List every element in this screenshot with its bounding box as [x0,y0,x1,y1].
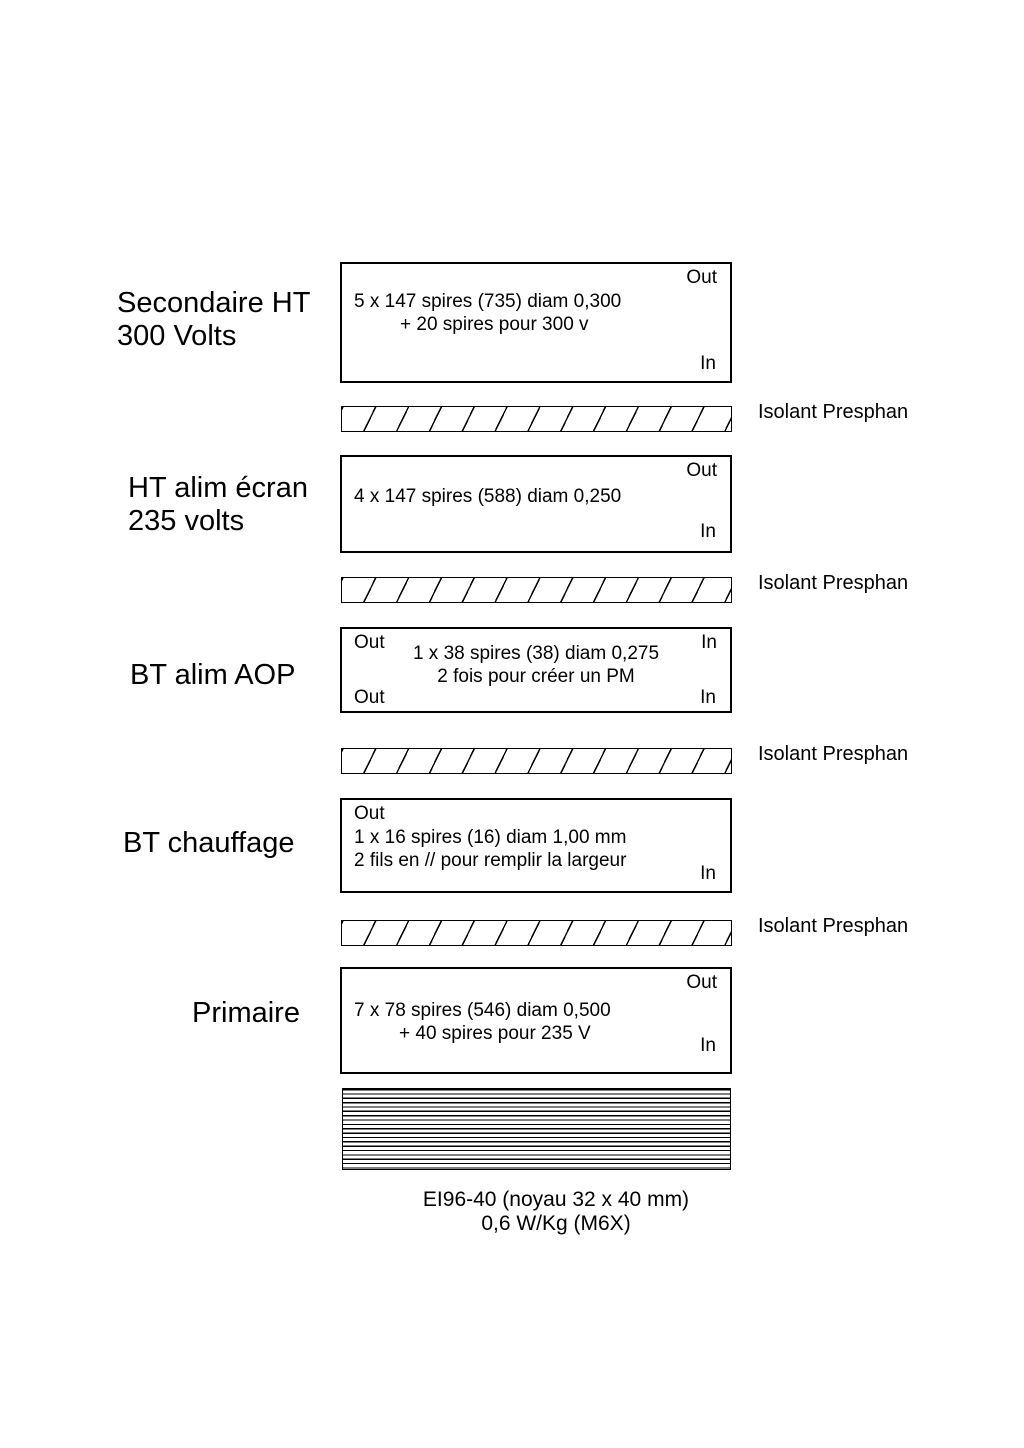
winding-spec-line2: 2 fois pour créer un PM [437,666,635,687]
winding-label-line1: BT chauffage [123,827,295,859]
winding-spec-line1: 5 x 147 spires (735) diam 0,300 [354,291,622,312]
winding-label-ht-alim-ecran [128,472,308,538]
insulation-hatch-bar-3 [341,748,732,774]
corner-label-in-bottom: In [700,687,716,708]
insulation-hatch-bar-2 [341,577,732,603]
winding-box-ht-alim-ecran [340,455,732,553]
winding-label-bt-alim-aop [130,659,295,692]
winding-spec-line1: 1 x 16 spires (16) diam 1,00 mm [354,827,627,848]
corner-label-in: In [700,521,716,542]
core-caption [340,1188,772,1236]
insulation-label-1: Isolant Presphan [758,401,909,423]
corner-label-out: Out [686,460,717,481]
winding-spec-line2: 2 fils en // pour remplir la largeur [354,850,627,871]
corner-label-out-top: Out [354,632,385,653]
winding-label-line2: 300 Volts [117,320,237,352]
winding-spec-line1: 1 x 38 spires (38) diam 0,275 [412,643,660,664]
core-caption-line2: 0,6 W/Kg (M6X) [481,1212,631,1235]
winding-label-primaire [192,997,300,1030]
core-lamination-block [342,1088,731,1170]
winding-spec-line1: 4 x 147 spires (588) diam 0,250 [354,486,622,507]
winding-label-line1: Secondaire HT [117,287,311,319]
corner-label-out: Out [354,803,385,824]
winding-box-bt-alim-aop [340,627,732,713]
winding-label-secondaire-ht [117,287,310,353]
winding-box-secondaire-ht [340,262,732,383]
corner-label-in: In [700,353,716,374]
winding-spec-line1: 7 x 78 spires (546) diam 0,500 [354,1000,611,1021]
corner-label-in-top: In [701,632,717,653]
insulation-label-3: Isolant Presphan [758,743,909,765]
winding-label-line2: 235 volts [128,505,245,537]
winding-box-bt-chauffage [340,798,732,893]
winding-label-line1: Primaire [192,997,300,1029]
core-caption-line1: EI96-40 (noyau 32 x 40 mm) [422,1188,690,1211]
insulation-label-2: Isolant Presphan [758,572,909,594]
corner-label-out: Out [686,267,717,288]
corner-label-in: In [700,1035,716,1056]
winding-box-primaire [340,967,732,1074]
winding-spec-line2: + 40 spires pour 235 V [399,1023,591,1044]
winding-spec-line2: + 20 spires pour 300 v [400,314,589,335]
corner-label-out: Out [686,972,717,993]
winding-label-line1: BT alim AOP [130,659,296,691]
winding-label-bt-chauffage [123,827,294,860]
insulation-label-4: Isolant Presphan [758,915,909,937]
insulation-hatch-bar-1 [341,406,732,432]
corner-label-in: In [700,863,716,884]
insulation-hatch-bar-4 [341,920,732,946]
corner-label-out-bottom: Out [354,687,385,708]
winding-label-line1: HT alim écran [128,472,308,504]
